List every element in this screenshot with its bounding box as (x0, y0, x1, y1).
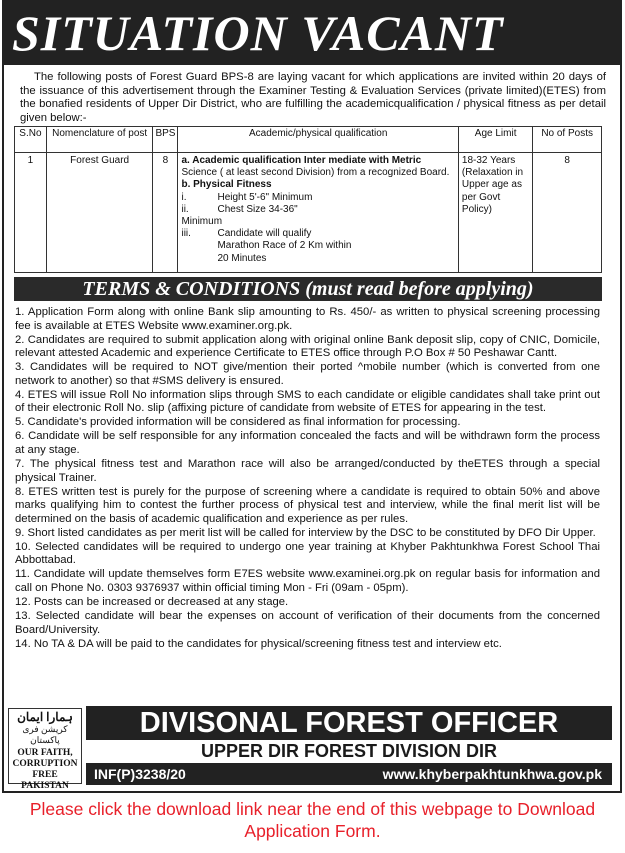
term-item: 1. Application Form along with online Bank slip amounting to Rs. 450/- as written to physical screening processing fee is available at ETES Website www.examiner.org.pk. (15, 306, 600, 332)
term-item: 9. Short listed candidates as per merit list will be called for interview by the DSC to be constituted by DFO Dir Upper. (15, 526, 596, 539)
footer-bar (86, 763, 612, 785)
term-item: 3. Candidates will be required to NOT give/mention their ported ^mobile number (which is converted from one network to another) so that #SMS delivery is ensured. (15, 361, 600, 387)
terms-title: TERMS & CONDITIONS (must read before applying) (14, 277, 602, 301)
list-item (181, 228, 454, 265)
height-requirement: Height 5'-6" Minimum (217, 191, 313, 203)
table-header-row (15, 127, 602, 153)
qual-academic-text: Science ( at least second Division) from a recognized Board. (181, 167, 450, 179)
header-no-of-posts: No of Posts (533, 127, 602, 153)
terms-list (15, 306, 600, 652)
logo-urdu-line2: کرپشن فری پاکستان (22, 724, 68, 745)
headline: SITUATION VACANT (4, 2, 620, 65)
logo-urdu-line1: ہمارا ایمان (17, 710, 73, 724)
marathon-requirement: Candidate will qualify Marathon Race of 2 Km within 20 Minutes (217, 228, 352, 264)
list-marker: iii. (181, 228, 191, 240)
cell-bps: 8 (153, 153, 178, 273)
term-item: 4. ETES will issue Roll No information slips through SMS to each candidate or eligible candidates shall take print out of their electronic Roll No. slip (affixing picture of candidate from website of ETES for appearing in the test. (15, 388, 600, 415)
qual-physical-title: b. Physical Fitness (181, 179, 272, 191)
term-item: 6. Candidate will be self responsible for any information concealed the facts and will be withdrawn form the process at any stage. (15, 430, 600, 456)
list-item (181, 204, 454, 216)
list-marker: ii. (181, 203, 189, 215)
table-row (15, 153, 602, 273)
list-item (181, 192, 454, 204)
cell-qualification (178, 153, 458, 273)
intro-paragraph: The following posts of Forest Guard BPS-8 are laying vacant for which applications are invited within 20 days of the issuance of this advertisement through the Examiner Testing & Evaluation Services (private limited)(ETES) from the bonafied residents of Upper Dir District, who are fulfilling the academicqualification / physical fitness as per detail given below:- (20, 71, 606, 124)
term-item: 14. No TA & DA will be paid to the candidates for physical/screening fitness test and interview etc. (15, 637, 502, 650)
cell-sno: 1 (15, 153, 47, 273)
term-item: 13. Selected candidate will bear the expenses on account of verification of their documents from the concerned Board/University. (15, 610, 600, 636)
term-item: 5. Candidate's provided information will be considered as final information for processing. (15, 416, 461, 429)
corruption-free-pakistan-logo (8, 708, 82, 791)
term-item: 7. The physical fitness test and Marathon race will also be arranged/conducted by theETES through a special physical Trainer. (15, 458, 600, 484)
header-qualification: Academic/physical qualification (178, 127, 458, 153)
logo-motto: OUR FAITH, CORRUPTION FREE PAKISTAN (12, 748, 78, 791)
chest-requirement-cont: Minimum (181, 216, 223, 228)
term-item: 10. Selected candidates will be required to undergo one year training at Khyber Pakhtunkhwa Forest School Thai Abbottabad. (15, 540, 600, 567)
term-item: 8. ETES written test is purely for the purpose of screening where a candidate is required to obtain 50% and above marks qualifying him to contest the further process of physical test and interview, while the final merit list will be determined on the basis of academic qualification and experience as per rules. (15, 485, 600, 525)
list-marker: i. (181, 191, 187, 203)
header-sno: S.No (15, 127, 47, 153)
qual-academic-title: a. Academic qualification Inter mediate with Metric (181, 155, 422, 166)
website-link[interactable]: www.khyberpakhtunkhwa.gov.pk (382, 766, 602, 782)
chest-requirement: Chest Size 34-36" (217, 203, 298, 215)
download-notice: Please click the download link near the end of this webpage to Download Application Form. (29, 799, 596, 841)
officer-title: DIVISONAL FOREST OFFICER (86, 706, 612, 740)
reference-number: INF(P)3238/20 (94, 766, 186, 782)
posts-table (14, 126, 602, 273)
header-bps: BPS (153, 127, 178, 153)
cell-age-limit: 18-32 Years (Relaxation in Upper age as per Govt Policy) (458, 153, 532, 273)
term-item: 11. Candidate will update themselves form E7ES website www.examinei.org.pk on regular basis for information and call on Phone No. 0303 9376937 within official timing Mon - Fri (09am - 05pm). (15, 568, 600, 594)
header-post-name: Nomenclature of post (46, 127, 153, 153)
cell-post-name: Forest Guard (46, 153, 153, 273)
header-age-limit: Age Limit (458, 127, 532, 153)
cell-no-of-posts: 8 (533, 153, 602, 273)
term-item: 2. Candidates are required to submit application along with original online Bank deposit slip, copy of CNIC, Domicile, relevant attested Academic and experience Certificate to ETES office through P.O Box # 50 Peshawar Cantt. (15, 333, 600, 360)
division-name: UPPER DIR FOREST DIVISION DIR (200, 741, 498, 761)
physical-fitness-list (181, 192, 454, 265)
term-item: 12. Posts can be increased or decreased at any stage. (15, 595, 289, 608)
